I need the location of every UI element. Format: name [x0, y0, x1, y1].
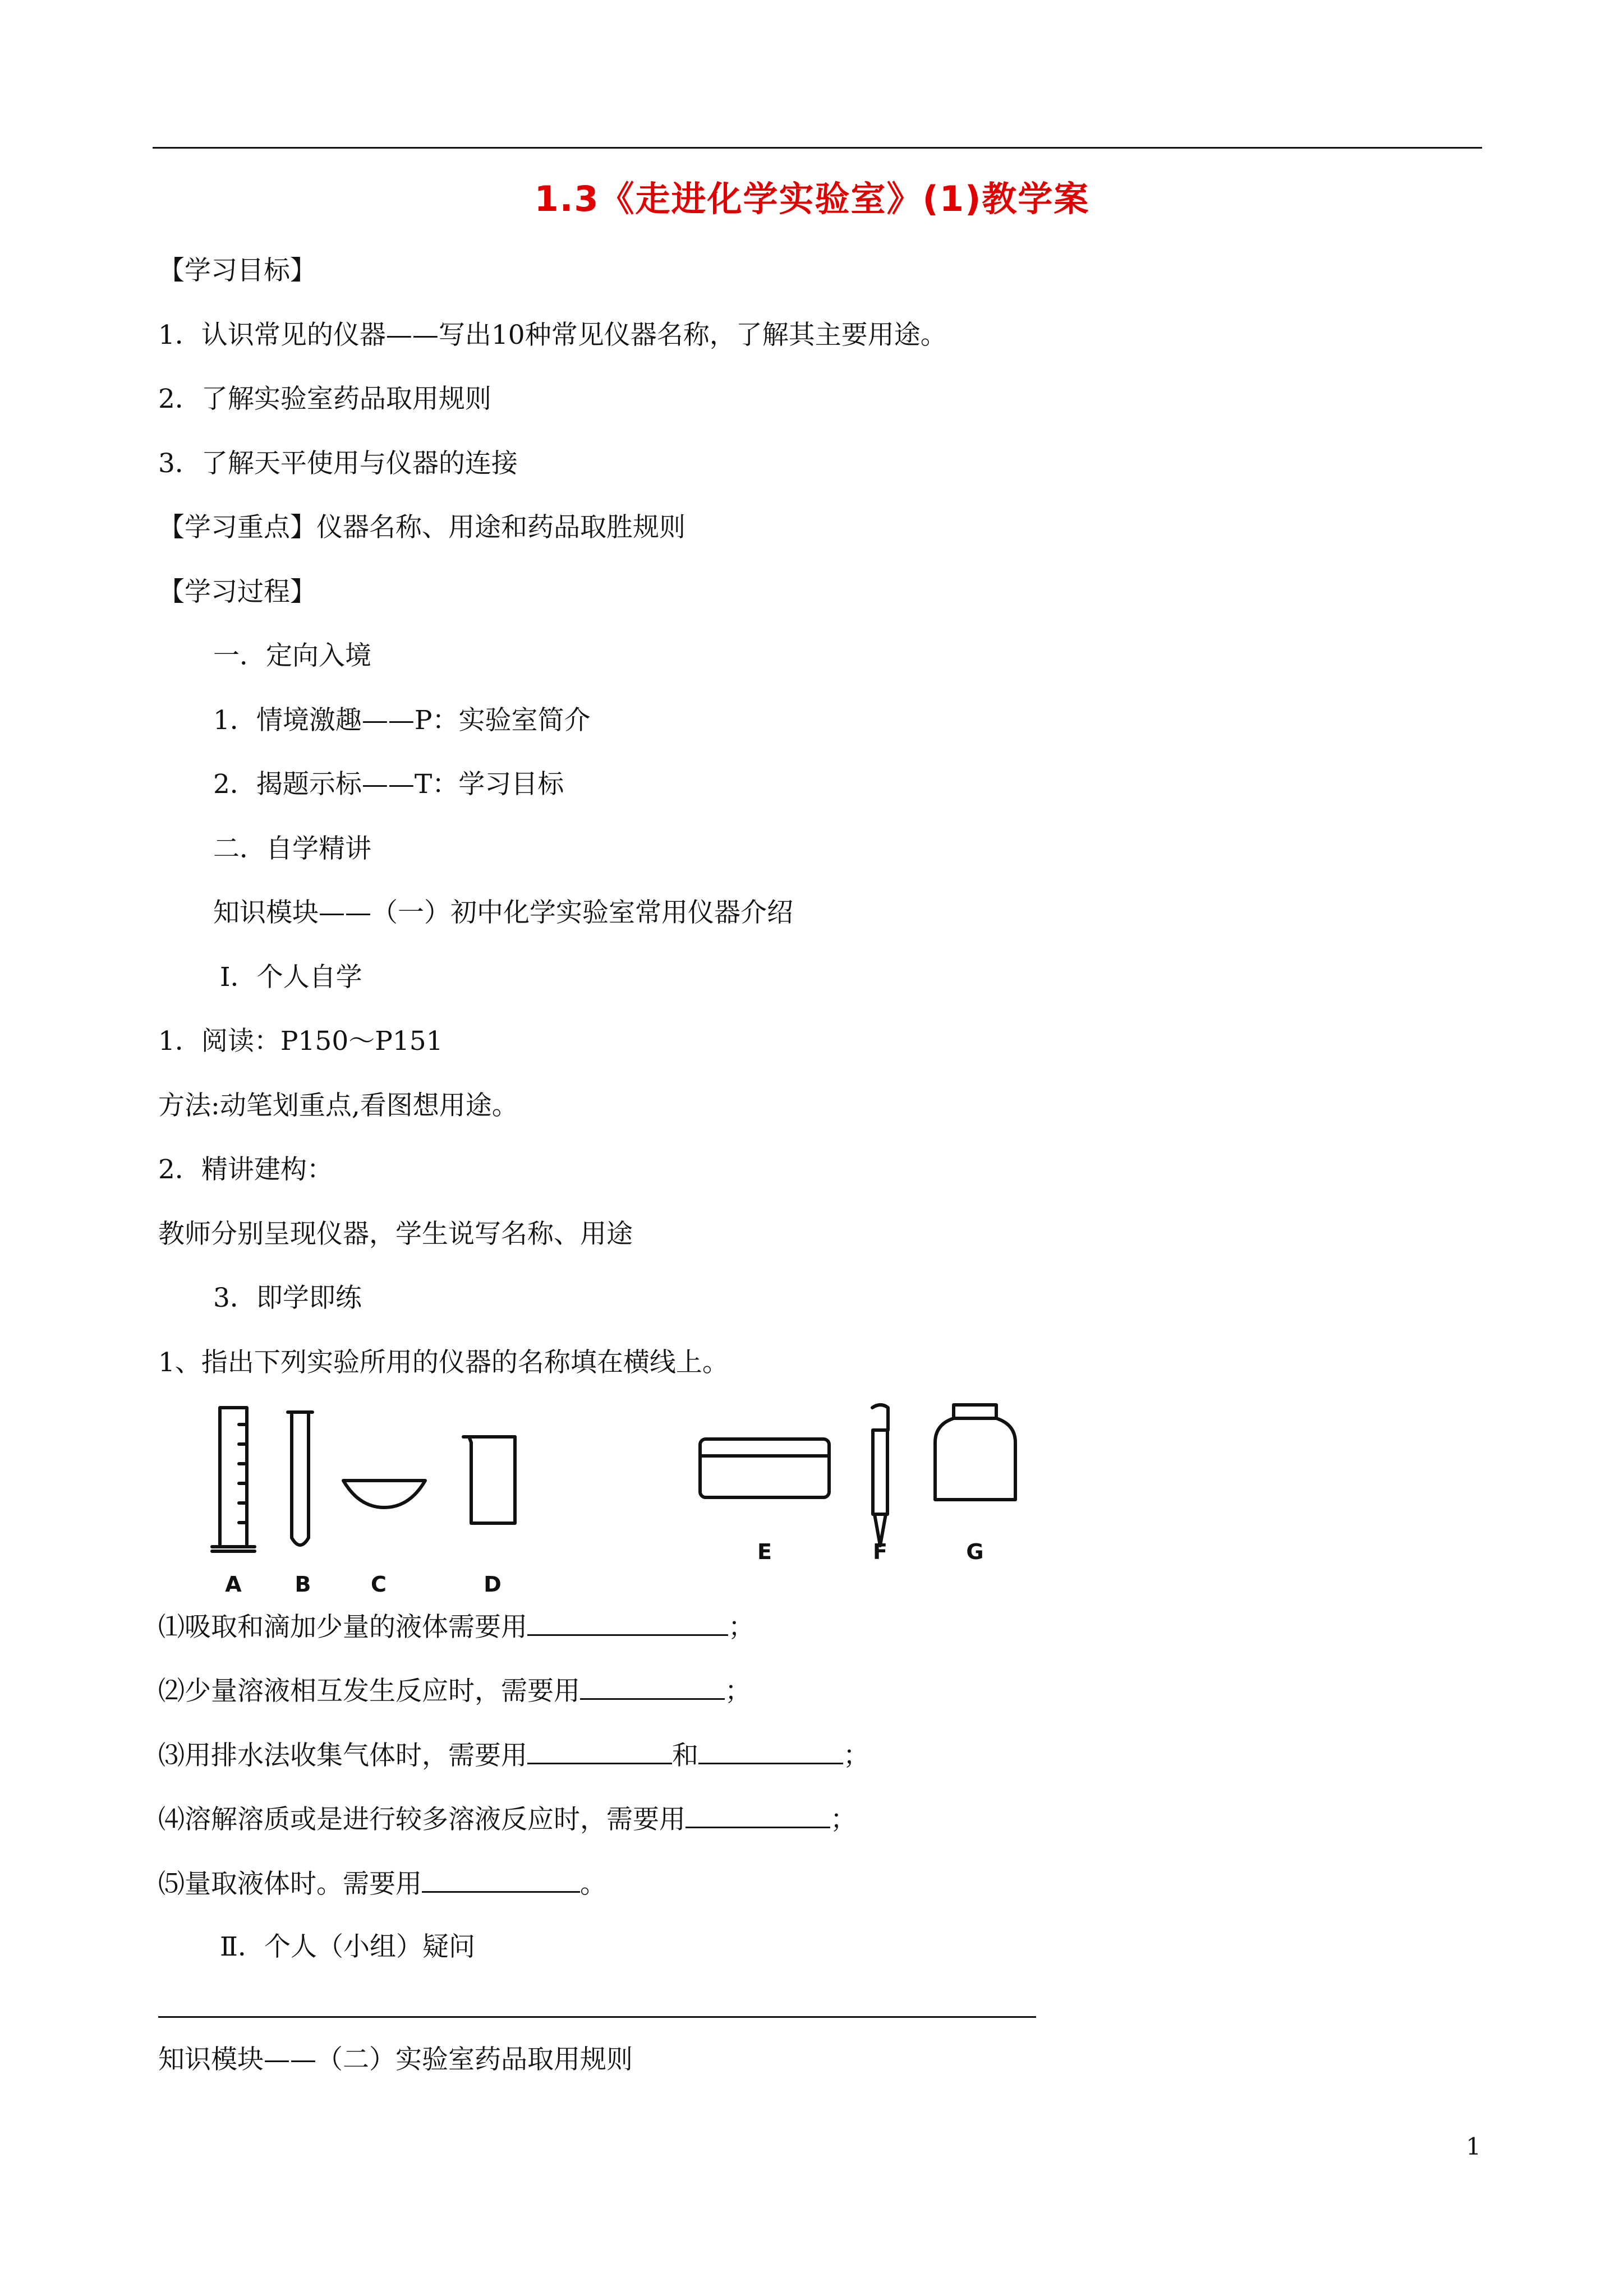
- method-note: 方法:动笔划重点,看图想用途。: [158, 1090, 518, 1121]
- question-1-text: ⑴吸取和滴加少量的液体需要用: [158, 1612, 527, 1643]
- header-rule: [153, 147, 1482, 149]
- question-prompt: 1、指出下列实验所用的仪器的名称填在横线上。: [158, 1347, 729, 1378]
- gas-collecting-bottle-icon: [935, 1405, 1015, 1500]
- label-c: C: [371, 1572, 387, 1597]
- question-4: [158, 1802, 857, 1837]
- process-heading: 【学习过程】: [158, 577, 316, 607]
- document-title: 1.3《走进化学实验室》(1)教学案: [534, 178, 1090, 219]
- dropper-icon: [872, 1405, 888, 1546]
- objective-3: 3．了解天平使用与仪器的连接: [158, 448, 518, 479]
- section-1-heading: 一．定向入境: [213, 640, 371, 671]
- question-2: [158, 1673, 751, 1708]
- answer-line[interactable]: [158, 2016, 1036, 2018]
- section-1-item-2: 2．揭题示标——T：学习目标: [213, 769, 564, 800]
- practice-heading: 3．即学即练: [213, 1283, 362, 1313]
- answer-blank-1[interactable]: [527, 1610, 728, 1636]
- question-3-and: 和: [672, 1740, 698, 1771]
- key-point-label: 【学习重点】: [158, 512, 316, 543]
- question-2-text: ⑵少量溶液相互发生反应时，需要用: [158, 1676, 580, 1707]
- label-e: E: [757, 1539, 772, 1564]
- question-3-end: ；: [843, 1740, 869, 1771]
- section-1-item-1: 1．情境激趣——P：实验室简介: [213, 705, 591, 736]
- beaker-icon: [463, 1437, 515, 1523]
- label-d: D: [484, 1572, 502, 1597]
- question-1: [158, 1610, 755, 1644]
- question-5: [158, 1866, 606, 1901]
- apparatus-drawing: [208, 1402, 1038, 1598]
- question-5-end: 。: [580, 1869, 606, 1899]
- answer-blank-3a[interactable]: [527, 1738, 672, 1764]
- module-1-heading: 知识模块——（一）初中化学实验室常用仪器介绍: [213, 897, 793, 928]
- key-point-text: 仪器名称、用途和药品取胜规则: [316, 512, 686, 543]
- label-f: F: [873, 1539, 887, 1564]
- answer-blank-5[interactable]: [422, 1866, 580, 1893]
- label-b: B: [295, 1572, 311, 1597]
- label-g: G: [966, 1539, 984, 1564]
- answer-blank-4[interactable]: [686, 1802, 830, 1828]
- question-4-text: ⑷溶解溶质或是进行较多溶液反应时，需要用: [158, 1804, 686, 1835]
- answer-blank-2[interactable]: [580, 1673, 725, 1700]
- doubt-heading: Ⅱ．个人（小组）疑问: [220, 1931, 475, 1962]
- label-a: A: [225, 1572, 242, 1597]
- module-2-heading: 知识模块——（二）实验室药品取用规则: [158, 2044, 633, 2075]
- section-2-heading: 二．自学精讲: [213, 833, 371, 864]
- question-1-end: ；: [728, 1612, 755, 1643]
- lecture-text: 教师分别呈现仪器，学生说写名称、用途: [158, 1219, 633, 1250]
- lecture-heading: 2．精讲建构：: [158, 1154, 333, 1185]
- self-study-heading: Ⅰ．个人自学: [220, 962, 362, 993]
- apparatus-figure: [208, 1402, 1038, 1598]
- objective-1: 1．认识常见的仪器——写出10种常见仪器名称，了解其主要用途。: [158, 320, 947, 351]
- question-3: [158, 1738, 869, 1773]
- evaporating-dish-icon: [343, 1481, 425, 1507]
- water-trough-icon: [700, 1439, 829, 1497]
- objective-2: 2．了解实验室药品取用规则: [158, 384, 491, 414]
- objectives-heading: 【学习目标】: [158, 255, 316, 286]
- question-4-end: ；: [830, 1804, 857, 1835]
- question-3-text: ⑶用排水法收集气体时，需要用: [158, 1740, 527, 1771]
- question-5-text: ⑸量取液体时。需要用: [158, 1869, 422, 1899]
- reading-assignment: 1．阅读：P150～P151: [158, 1026, 443, 1057]
- answer-blank-3b[interactable]: [698, 1738, 843, 1764]
- graduated-cylinder-icon: [212, 1408, 255, 1551]
- page-number: 1: [1466, 2133, 1481, 2160]
- key-point: [158, 511, 686, 545]
- test-tube-icon: [288, 1412, 312, 1545]
- question-2-end: ；: [725, 1676, 751, 1707]
